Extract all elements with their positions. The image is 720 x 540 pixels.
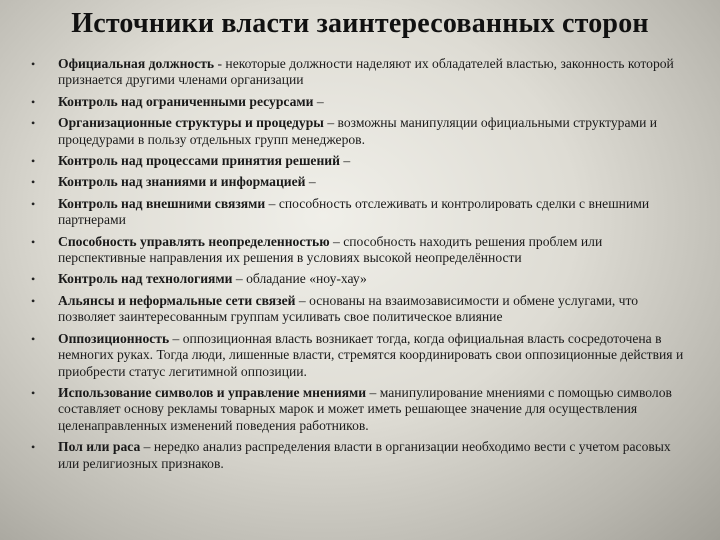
item-heading: Использование символов и управление мнениями bbox=[58, 384, 367, 400]
item-text: – bbox=[313, 93, 324, 109]
list-item bbox=[0, 174, 720, 190]
bullet-icon: • bbox=[31, 331, 36, 346]
item-text: – основаны на взаимозависимости и обмене услугами, что позволяет заинтересованным группам усиливать свое политическое влияние bbox=[58, 292, 639, 325]
item-text: – обладание «ноу-хау» bbox=[232, 271, 367, 287]
item-heading: Контроль над процессами принятия решений bbox=[58, 153, 340, 169]
item-text: – нередко анализ распределения власти в организации необходимо вести с учетом расовых или религиозных признаков. bbox=[58, 439, 671, 471]
bullet-icon: • bbox=[31, 57, 36, 71]
item-text: - некоторые должности наделяют их обладателей властью, законность которой признается другими членами организации bbox=[58, 56, 674, 88]
bullet-icon: • bbox=[31, 116, 36, 131]
item-heading: Контроль над внешними связями bbox=[58, 195, 266, 211]
list-item bbox=[0, 153, 720, 169]
list-item bbox=[0, 234, 720, 267]
bullet-icon: • bbox=[31, 440, 36, 455]
slide-title: Источники власти заинтересованных сторон bbox=[71, 8, 649, 39]
item-heading: Официальная должность bbox=[58, 56, 215, 71]
item-heading: Альянсы и неформальные сети связей bbox=[58, 292, 296, 308]
bullet-icon: • bbox=[31, 175, 36, 190]
item-heading: Организационные структуры и процедуры bbox=[58, 115, 324, 131]
list-item bbox=[0, 196, 720, 229]
list-item bbox=[0, 115, 720, 148]
bullet-icon: • bbox=[31, 385, 36, 400]
list-item bbox=[0, 94, 720, 110]
item-heading: Контроль над технологиями bbox=[58, 271, 233, 287]
bullet-list bbox=[0, 56, 720, 477]
list-item bbox=[0, 439, 720, 472]
bullet-icon: • bbox=[31, 293, 36, 308]
bullet-icon: • bbox=[31, 196, 36, 211]
item-text: – оппозиционная власть возникает тогда, когда официальная власть сосредоточена в немногих руках. Тогда люди, лишенные власти, стремятся координировать свои оппозиционные действия и приобрести статус легитимной оппозиции. bbox=[58, 330, 684, 379]
list-item bbox=[0, 56, 720, 89]
item-text: – bbox=[305, 174, 316, 190]
item-text: – манипулирование мнениями с помощью символов составляет основу рекламы товарных марок и может иметь решающее значение для осуществления целенаправленных изменений поведения работников. bbox=[58, 384, 672, 433]
bullet-icon: • bbox=[31, 94, 36, 109]
list-item bbox=[0, 271, 720, 287]
item-heading: Контроль над ограниченными ресурсами bbox=[58, 93, 314, 109]
item-heading: Оппозиционность bbox=[58, 330, 170, 346]
item-heading: Контроль над знаниями и информацией bbox=[58, 174, 306, 190]
list-item bbox=[0, 385, 720, 434]
item-heading: Способность управлять неопределенностью bbox=[58, 233, 330, 249]
item-text: – возможны манипуляции официальными структурами и процедурами в пользу отдельных групп менеджеров. bbox=[58, 115, 658, 147]
bullet-icon: • bbox=[31, 234, 36, 249]
item-text: – способность отслеживать и контролировать сделки с внешними партнерами bbox=[58, 195, 650, 228]
bullet-icon: • bbox=[31, 154, 36, 169]
list-item bbox=[0, 331, 720, 380]
bullet-icon: • bbox=[31, 272, 36, 287]
list-item bbox=[0, 293, 720, 326]
item-text: – bbox=[339, 153, 351, 169]
item-text: – способность находить решения проблем или перспективные направления их решения в условиях высокой неопределённости bbox=[58, 233, 603, 266]
item-heading: Пол или раса bbox=[58, 439, 141, 455]
